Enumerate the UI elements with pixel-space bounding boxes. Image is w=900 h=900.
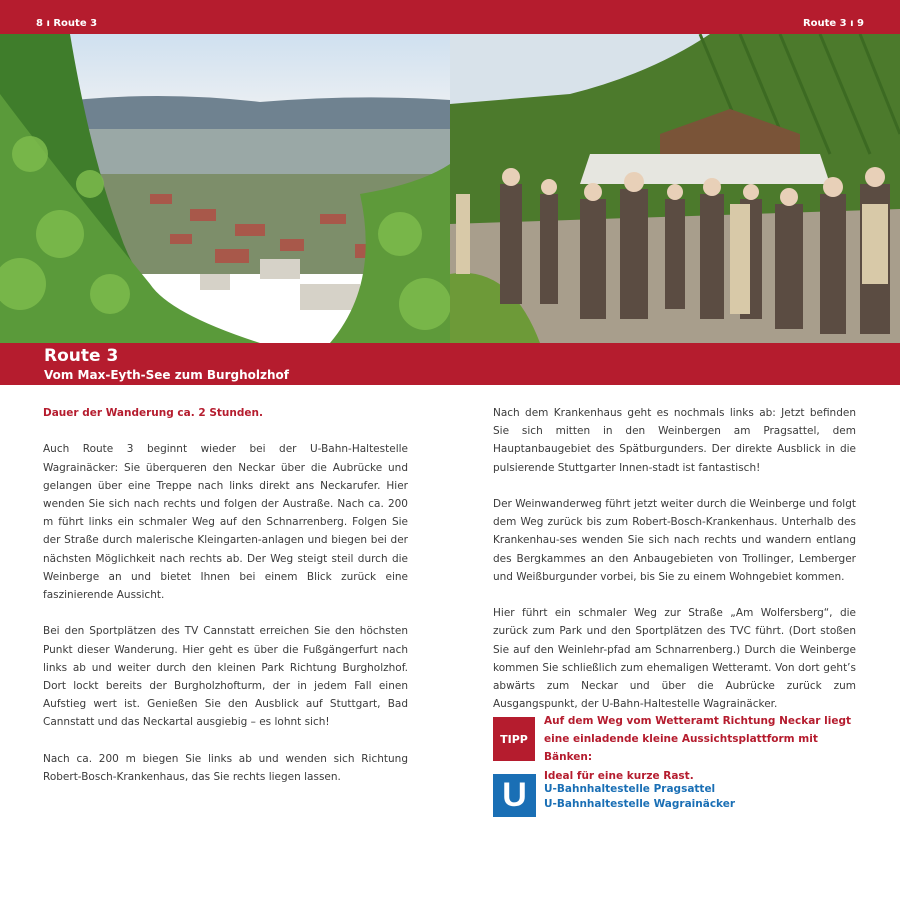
paragraph: Der Weinwanderweg führt jetzt weiter durch die Weinberge und folgt dem Weg zurück bis zum Robert-Bosch-Krankenhaus. Unterhalb des Krankenhau-ses wenden Sie sich nach rechts und wandern entlang des Bergkammes an den Anbaugebieten von Trollinger, Lemberger und Weißburgunder vorbei, bis Sie zu einem Wohngebiet kommen.: [493, 498, 856, 583]
ubahn-stop: U-Bahnhaltestelle Wagrainäcker: [544, 798, 736, 810]
tipp-badge: TIPP: [493, 717, 535, 761]
left-text-column: [43, 404, 408, 804]
paragraph: Nach ca. 200 m biegen Sie links ab und wenden sich Richtung Robert-Bosch-Krankenhaus, das Sie rechts liegen lassen.: [43, 752, 408, 784]
page-header-bar: [0, 0, 900, 34]
tipp-line: Auf dem Weg vom Wetteramt Richtung Neckar liegt: [544, 715, 851, 727]
right-text-column: [493, 404, 856, 732]
right-page-number: Route 3 ı 9: [802, 18, 864, 29]
left-page-number: 8 ı Route 3: [36, 18, 98, 29]
ubahn-icon: U: [493, 774, 536, 817]
paragraph: Hier führt ein schmaler Weg zur Straße „Am Wolfersberg“, die zurück zum Park und den Sportplätzen des TVC führt. (Dort stoßen Sie auf den Weinlehr-pfad am Schnarrenberg.) Durch die Weinberge kommen Sie schließlich zum ehemaligen Wetteramt. Von dort geht’s abwärts zum Neckar und über die Aubrücke zurück zum Ausgangspunkt, der U-Bahn-Haltestelle Wagrainäcker.: [493, 607, 856, 711]
route-title: Route 3: [44, 346, 119, 366]
route-title-bar: [0, 343, 900, 385]
ubahn-stops: [544, 782, 735, 812]
paragraph: Nach dem Krankenhaus geht es nochmals links ab: Jetzt befinden Sie sich mitten in den Weinbergen am Pragsattel, dem Hauptanbaugebiet des Spätburgunders. Der direkte Ausblick in die pulsierende Stuttgarter Innen-stadt ist fantastisch!: [493, 407, 856, 474]
tipp-text: [544, 712, 864, 785]
paragraph: Auch Route 3 beginnt wieder bei der U-Bahn-Haltestelle Wagrainäcker: Sie überqueren den Neckar über die Aubrücke und gelangen über eine Treppe nach links direkt ans Neckarufer. Hier wenden Sie sich nach rechts und folgen der Austraße. Nach ca. 200 m führt links ein schmaler Weg auf den Schnarrenberg. Folgen Sie der Straße durch malerische Kleingarten-anlagen und biegen bei der nächsten Möglichkeit nach rechts ab. Der Weg steigt steil durch die Weinberge an und bietet Ihnen bei einem Blick zurück eine faszinierende Aussicht.: [43, 443, 408, 602]
route-subtitle: Vom Max-Eyth-See zum Burgholzhof: [44, 368, 289, 382]
ubahn-stop: U-Bahnhaltestelle Pragsattel: [544, 783, 716, 795]
photo-visitor-group: [450, 34, 900, 343]
paragraph: Bei den Sportplätzen des TV Cannstatt erreichen Sie den höchsten Punkt dieser Wanderung. Hier geht es über die Fußgängerfurt nach links ab und weiter durch den kleinen Park Richtung Burgholzhof. Dort lockt bereits der Burgholzhofturm, der in jedem Fall einen Aufstieg wert ist. Genießen Sie den Ausblick auf Stuttgart, Bad Cannstatt und das Neckartal ausgiebig – es lohnt sich!: [43, 625, 408, 729]
tipp-line: eine einladende kleine Aussichtsplattform mit Bänken:: [544, 733, 818, 764]
photo-vineyard-view: [0, 34, 450, 343]
tipp-line: Ideal für eine kurze Rast.: [544, 769, 694, 782]
duration-lead: Dauer der Wanderung ca. 2 Stunden.: [43, 407, 263, 419]
